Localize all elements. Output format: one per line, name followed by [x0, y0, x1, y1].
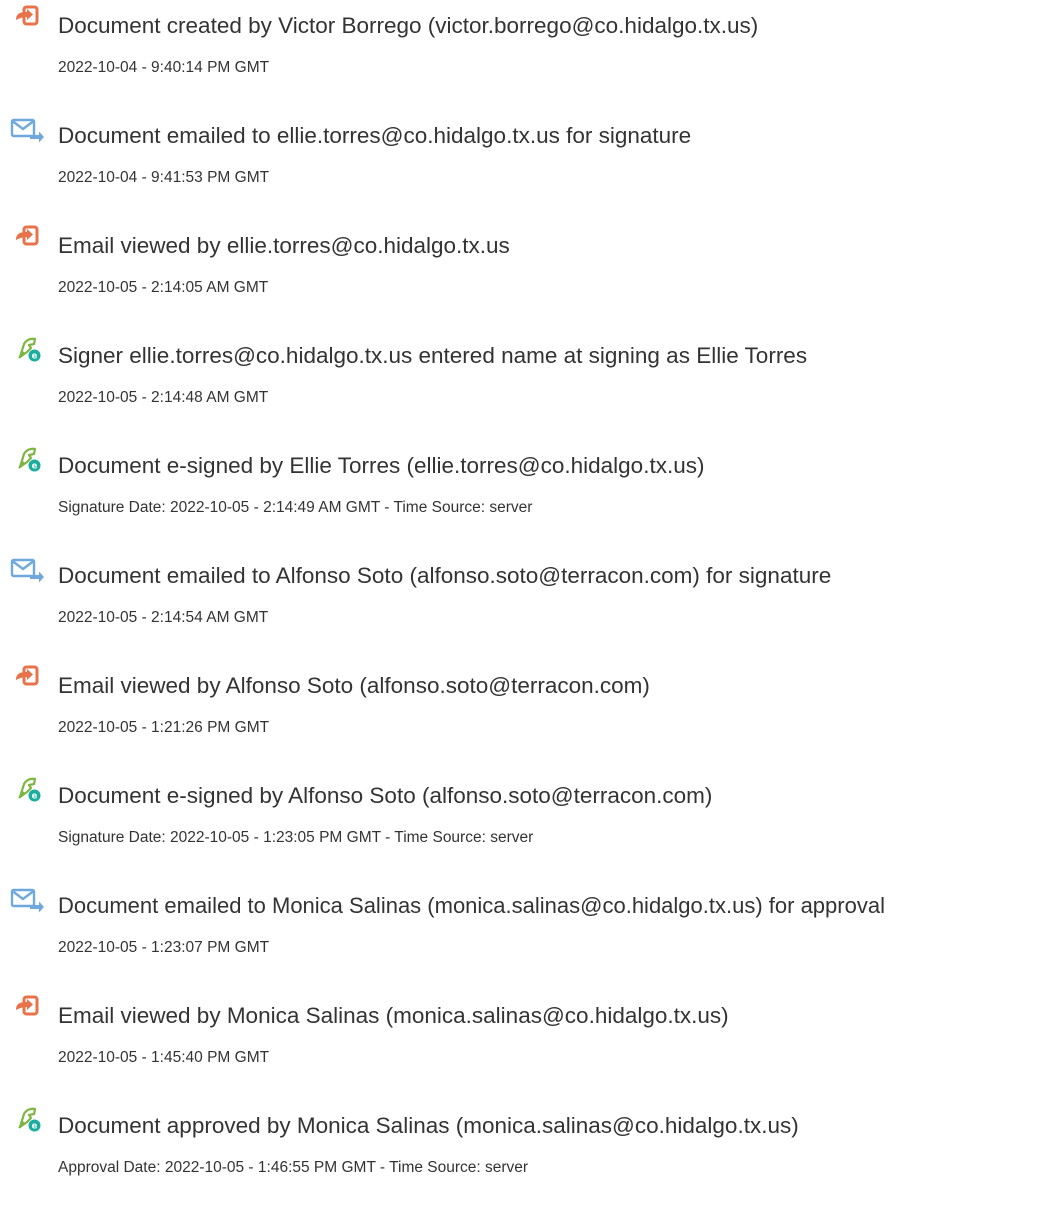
event-timestamp: Signature Date: 2022-10-05 - 1:23:05 PM GMT - Time Source: server [58, 829, 534, 846]
event-description: Email viewed by ellie.torres@co.hidalgo.tx.us [58, 233, 510, 258]
audit-event [0, 770, 1060, 860]
event-description: Document created by Victor Borrego (victor.borrego@co.hidalgo.tx.us) [58, 13, 759, 38]
event-timestamp: 2022-10-04 - 9:40:14 PM GMT [58, 59, 270, 76]
audit-event [0, 110, 1060, 200]
event-timestamp: 2022-10-05 - 1:23:07 PM GMT [58, 939, 270, 956]
event-description: Document emailed to Alfonso Soto (alfonso.soto@terracon.com) for signature [58, 563, 832, 588]
event-description: Signer ellie.torres@co.hidalgo.tx.us entered name at signing as Ellie Torres [58, 343, 808, 368]
event-timestamp: 2022-10-05 - 2:14:48 AM GMT [58, 389, 269, 406]
email-sent-icon [10, 882, 46, 914]
audit-event [0, 330, 1060, 420]
email-sent-icon [10, 112, 46, 144]
event-timestamp: 2022-10-05 - 1:21:26 PM GMT [58, 719, 270, 736]
audit-event [0, 880, 1060, 970]
esign-pen-icon [10, 1102, 46, 1134]
audit-event [0, 550, 1060, 640]
event-description: Email viewed by Monica Salinas (monica.salinas@co.hidalgo.tx.us) [58, 1003, 729, 1028]
document-viewed-icon [10, 662, 46, 694]
event-description: Document emailed to Monica Salinas (monica.salinas@co.hidalgo.tx.us) for approval [58, 893, 885, 918]
audit-event [0, 0, 1060, 90]
event-description: Document emailed to ellie.torres@co.hidalgo.tx.us for signature [58, 123, 692, 148]
event-timestamp: 2022-10-04 - 9:41:53 PM GMT [58, 169, 270, 186]
esign-pen-icon [10, 772, 46, 804]
event-timestamp: Signature Date: 2022-10-05 - 2:14:49 AM GMT - Time Source: server [58, 499, 533, 516]
svg-text:e: e [31, 351, 38, 362]
document-viewed-icon [10, 222, 46, 254]
svg-text:e: e [31, 791, 38, 802]
document-viewed-icon [10, 992, 46, 1024]
event-timestamp: 2022-10-05 - 2:14:05 AM GMT [58, 279, 269, 296]
event-description: Document approved by Monica Salinas (monica.salinas@co.hidalgo.tx.us) [58, 1113, 799, 1138]
event-timestamp: 2022-10-05 - 2:14:54 AM GMT [58, 609, 269, 626]
svg-text:e: e [31, 1121, 38, 1132]
event-description: Document e-signed by Alfonso Soto (alfonso.soto@terracon.com) [58, 783, 713, 808]
email-sent-icon [10, 552, 46, 584]
audit-event [0, 1100, 1060, 1190]
event-description: Email viewed by Alfonso Soto (alfonso.soto@terracon.com) [58, 673, 650, 698]
audit-event [0, 990, 1060, 1080]
audit-event [0, 220, 1060, 310]
audit-event [0, 440, 1060, 530]
event-timestamp: 2022-10-05 - 1:45:40 PM GMT [58, 1049, 270, 1066]
esign-pen-icon [10, 332, 46, 364]
document-created-icon [10, 2, 46, 34]
event-timestamp: Approval Date: 2022-10-05 - 1:46:55 PM GMT - Time Source: server [58, 1159, 529, 1176]
svg-text:e: e [31, 461, 38, 472]
audit-event [0, 660, 1060, 750]
event-description: Document e-signed by Ellie Torres (ellie.torres@co.hidalgo.tx.us) [58, 453, 705, 478]
esign-pen-icon [10, 442, 46, 474]
